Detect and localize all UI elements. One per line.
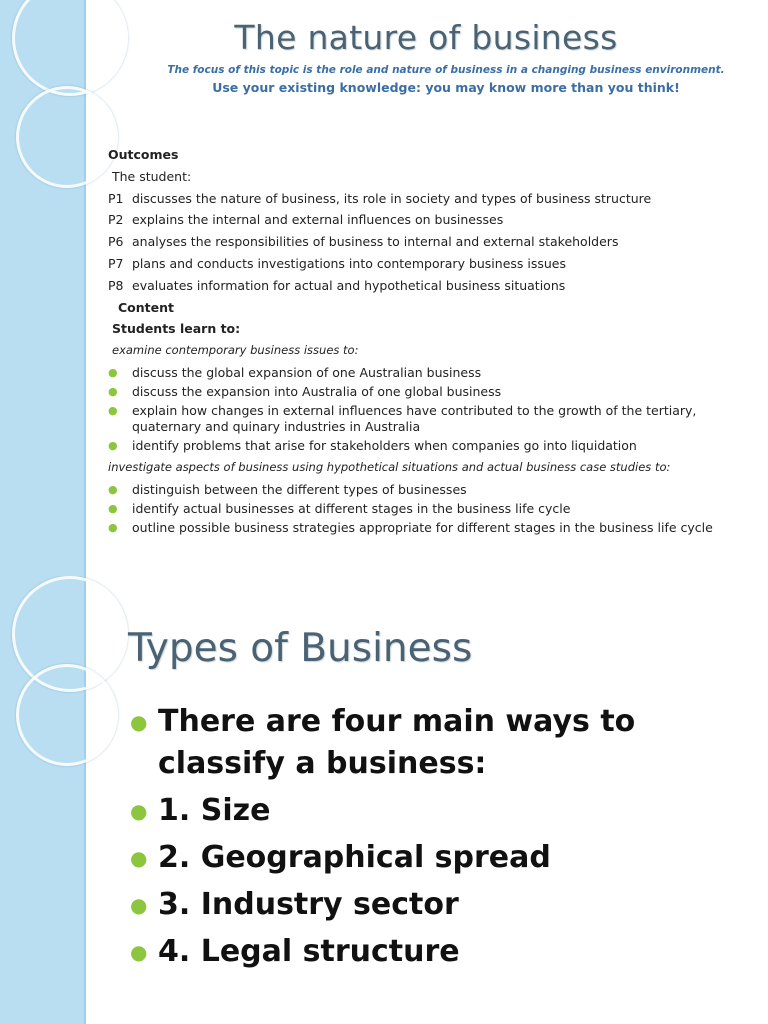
outcome-text: evaluates information for actual and hypothetical business situations [132,277,566,293]
outcome-code: P1 [108,190,124,206]
list-item: ● 4. Legal structure [130,931,750,973]
list-item: ● discuss the global expansion of one Australian business [108,364,482,380]
bullet-icon: ● [108,403,118,417]
focus-subtitle: The focus of this topic is the role and nature of business in a changing business environment. [167,64,725,76]
bullet-icon: ● [130,940,148,964]
outcome-text: plans and conducts investigations into contemporary business issues [132,255,567,271]
bullet-icon: ● [108,501,118,515]
bullet-icon: ● [130,846,148,870]
examine-intro: examine contemporary business issues to: [112,343,359,358]
outcome-row [108,188,748,210]
list-item: ● outline possible business strategies appropriate for different stages in the business life cycle [108,519,713,535]
list-item: ● discuss the expansion into Australia of one global business [108,383,502,399]
decorative-rail [0,0,86,576]
outcome-text: discusses the nature of business, its role in society and types of business structure [132,190,652,206]
ring-decoration-icon [16,664,118,766]
bullet-icon: ● [130,710,148,734]
content-heading: Content [118,299,174,315]
existing-knowledge-subtitle: Use your existing knowledge: you may know more than you think! [212,80,680,95]
outcome-row [108,209,748,231]
outcomes-heading: Outcomes [108,147,179,162]
bullet-icon: ● [108,438,118,452]
list-item: ● 1. Size [130,790,750,832]
outcome-code: P6 [108,234,124,250]
list-item: ● 3. Industry sector [130,884,750,926]
list-item: ● explain how changes in external influences have contributed to the growth of the tertiary, quaternary and quinary industries in Australia [108,402,697,434]
outcome-text: explains the internal and external influences on businesses [132,212,504,228]
outcome-row [108,253,748,275]
outcome-row [108,275,748,297]
list-item: ● 2. Geographical spread [130,837,750,879]
bullet-icon: ● [130,893,148,917]
ring-decoration-icon [16,86,118,188]
classification-list [130,701,750,978]
bullet-icon: ● [108,365,118,379]
students-learn-heading: Students learn to: [112,321,241,337]
list-item: ● There are four main ways to classify a business: [130,701,750,785]
outcome-code: P8 [108,277,124,293]
slide-title: The nature of business [234,18,618,57]
outcome-text: analyses the responsibilities of business to internal and external stakeholders [132,234,619,250]
slide-title: Types of Business [128,626,473,671]
bullet-icon: ● [108,384,118,398]
investigate-intro: investigate aspects of business using hypothetical situations and actual business case studies to: [108,459,671,474]
list-item: ● identify actual businesses at different stages in the business life cycle [108,500,571,516]
list-item: ● identify problems that arise for stakeholders when companies go into liquidation [108,437,637,453]
syllabus-body [108,144,748,539]
decorative-rail [0,576,86,1024]
bullet-icon: ● [108,482,118,496]
outcome-code: P7 [108,255,124,271]
student-label: The student: [112,168,192,184]
slide-types-of-business [0,576,768,1024]
outcome-row [108,231,748,253]
bullet-icon: ● [130,799,148,823]
outcome-code: P2 [108,212,124,228]
bullet-icon: ● [108,520,118,534]
list-item: ● distinguish between the different types of businesses [108,481,467,497]
